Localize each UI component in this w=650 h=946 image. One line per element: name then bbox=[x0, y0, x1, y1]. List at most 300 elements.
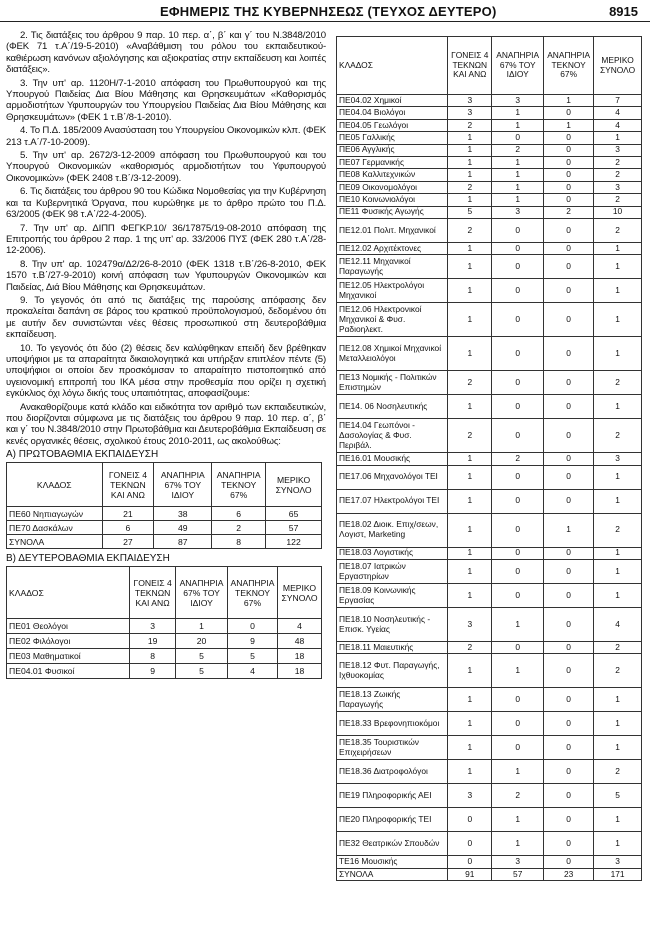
row-label: ΠΕ02 Φιλόλογοι bbox=[7, 634, 130, 649]
col-anapiria: ΑΝΑΠΗΡΙΑ 67% ΤΟΥ ΙΔΙΟΥ bbox=[154, 463, 212, 507]
cell-value: 0 bbox=[544, 832, 594, 856]
cell-value: 3 bbox=[130, 619, 176, 634]
cell-value: 0 bbox=[544, 255, 594, 279]
cell-value: 1 bbox=[448, 560, 492, 584]
paragraph: 8. Την υπ' αρ. 102479α/Δ2/26-8-2010 (ΦΕΚ 1318 τ.Β΄/26-8-2010, ΦΕΚ 1570 τ.Β΄/27-9-2010) κοινή απόφαση των Υφυπουργών Οικονομικών και Παιδείας, Διά Βίου Μάθησης και Θρησκευμάτων. bbox=[6, 258, 326, 293]
col-anapiria-teknou: ΑΝΑΠΗΡΙΑ ΤΕΚΝΟΥ 67% bbox=[228, 567, 278, 619]
row-label: ΠΕ18.09 Κοινωνικής Εργασίας bbox=[337, 584, 448, 608]
cell-value: 1 bbox=[492, 156, 544, 168]
table-row bbox=[7, 649, 322, 664]
primary-education-table bbox=[6, 462, 322, 549]
row-label: ΠΕ18.03 Λογιστικής bbox=[337, 547, 448, 559]
cell-value: 2 bbox=[594, 513, 642, 547]
row-label: ΤΕ16 Μουσικής bbox=[337, 856, 448, 868]
cell-value: 0 bbox=[544, 560, 594, 584]
cell-value: 5 bbox=[448, 206, 492, 218]
cell-value: 0 bbox=[228, 619, 278, 634]
cell-value: 21 bbox=[102, 507, 154, 521]
row-label: ΠΕ04.05 Γεωλόγοι bbox=[337, 119, 448, 131]
cell-value: 4 bbox=[228, 664, 278, 679]
cell-value: 65 bbox=[266, 507, 322, 521]
cell-value: 8 bbox=[130, 649, 176, 664]
cell-value: 6 bbox=[102, 521, 154, 535]
table-row bbox=[337, 218, 642, 242]
cell-value: 1 bbox=[492, 808, 544, 832]
row-label: ΠΕ18.13 Ζωικής Παραγωγής bbox=[337, 688, 448, 712]
col-goneis: ΓΟΝΕΙΣ 4 ΤΕΚΝΩΝ ΚΑΙ ΑΝΩ bbox=[448, 37, 492, 95]
cell-value: 0 bbox=[544, 784, 594, 808]
cell-value: 6 bbox=[212, 507, 266, 521]
row-label: ΠΕ07 Γερμανικής bbox=[337, 156, 448, 168]
table-row bbox=[337, 760, 642, 784]
cell-value: 0 bbox=[544, 181, 594, 193]
cell-value: 2 bbox=[448, 371, 492, 395]
cell-value: 2 bbox=[594, 371, 642, 395]
col-klados: ΚΛΑΔΟΣ bbox=[7, 463, 103, 507]
cell-value: 1 bbox=[594, 465, 642, 489]
col-meriko: ΜΕΡΙΚΟ ΣΥΝΟΛΟ bbox=[594, 37, 642, 95]
row-label: ΠΕ12.05 Ηλεκτρολόγοι Μηχανικοί bbox=[337, 279, 448, 303]
cell-value: 0 bbox=[492, 736, 544, 760]
row-label: ΠΕ04.04 Βιολόγοι bbox=[337, 107, 448, 119]
cell-value: 0 bbox=[492, 242, 544, 254]
cell-value: 2 bbox=[594, 760, 642, 784]
primary-table-body bbox=[7, 507, 322, 549]
cell-value: 4 bbox=[594, 119, 642, 131]
table-row bbox=[337, 395, 642, 419]
cell-value: 1 bbox=[492, 107, 544, 119]
cell-value: 0 bbox=[544, 856, 594, 868]
col-meriko: ΜΕΡΙΚΟ ΣΥΝΟΛΟ bbox=[278, 567, 322, 619]
table-row bbox=[337, 95, 642, 107]
row-label: ΠΕ08 Καλλιτεχνικών bbox=[337, 169, 448, 181]
cell-value: 3 bbox=[594, 181, 642, 193]
cell-value: 1 bbox=[448, 489, 492, 513]
cell-value: 1 bbox=[448, 736, 492, 760]
cell-value: 23 bbox=[544, 868, 594, 880]
cell-value: 0 bbox=[544, 760, 594, 784]
secondary-left-body bbox=[7, 619, 322, 679]
cell-value: 0 bbox=[544, 654, 594, 688]
left-column bbox=[6, 30, 326, 683]
row-label: ΠΕ04.02 Χημικοί bbox=[337, 95, 448, 107]
table-row bbox=[337, 856, 642, 868]
row-label: ΠΕ12.08 Χημικοί Μηχανικοί Μεταλλειολόγοι bbox=[337, 337, 448, 371]
section-a-title: Α) ΠΡΩΤΟΒΑΘΜΙΑ ΕΚΠΑΙΔΕΥΣΗ bbox=[6, 449, 159, 461]
cell-value: 122 bbox=[266, 535, 322, 549]
table-row bbox=[337, 242, 642, 254]
cell-value: 2 bbox=[544, 206, 594, 218]
paragraph: 5. Την υπ' αρ. 2672/3-12-2009 απόφαση του Πρωθυπουργού και του Υπουργού Οικονομικών «καθορισμός αρμοδιοτήτων του Υφυπουργού Οικονομικών» (ΦΕΚ 2408 τ.Β΄/3-12-2009). bbox=[6, 150, 326, 184]
row-label: ΠΕ13 Νομικής - Πολιτικών Επιστημών bbox=[337, 371, 448, 395]
cell-value: 3 bbox=[448, 784, 492, 808]
cell-value: 1 bbox=[448, 760, 492, 784]
table-row bbox=[337, 206, 642, 218]
cell-value: 3 bbox=[594, 144, 642, 156]
table-row bbox=[337, 584, 642, 608]
table-row bbox=[337, 736, 642, 760]
paragraph: 7. Την υπ' αρ. ΔΙΠΠ ΦΕΓΚΡ.10/ 36/17875/19-08-2010 απόφαση της Επιτροπής του άρθρου 2 παρ. 1 της υπ' αρ. 33/2006 ΠΥΣ (ΦΕΚ 280 τ.Α΄/28-12-2006). bbox=[6, 222, 326, 257]
cell-value: 0 bbox=[544, 642, 594, 654]
cell-value: 0 bbox=[544, 465, 594, 489]
table-row bbox=[337, 132, 642, 144]
cell-value: 2 bbox=[594, 642, 642, 654]
cell-value: 19 bbox=[130, 634, 176, 649]
paragraph: 2. Τις διατάξεις του άρθρου 9 παρ. 10 περ. α΄, β΄ και γ΄ του Ν.3848/2010 (ΦΕΚ 71 τ.Α΄/19-5-2010) «Αναβάθμιση του ρόλου του εκπαιδευτικού- καθιέρωση κανόνων αξιολόγησης και αξιοκρατίας στην εκπαίδευση και λοιπές διατάξεις». bbox=[6, 30, 326, 76]
cell-value: 1 bbox=[448, 547, 492, 559]
table-row bbox=[337, 181, 642, 193]
table-row bbox=[337, 255, 642, 279]
cell-value: 9 bbox=[228, 634, 278, 649]
row-label: ΠΕ11 Φυσικής Αγωγής bbox=[337, 206, 448, 218]
row-label: ΠΕ18.12 Φυτ. Παραγωγής, Ιχθυοκομίας bbox=[337, 654, 448, 688]
table-row bbox=[337, 654, 642, 688]
cell-value: 1 bbox=[448, 654, 492, 688]
cell-value: 1 bbox=[594, 255, 642, 279]
cell-value: 1 bbox=[448, 132, 492, 144]
cell-value: 0 bbox=[492, 560, 544, 584]
cell-value: 2 bbox=[594, 156, 642, 168]
cell-value: 0 bbox=[492, 712, 544, 736]
cell-value: 38 bbox=[154, 507, 212, 521]
cell-value: 0 bbox=[544, 547, 594, 559]
cell-value: 0 bbox=[492, 371, 544, 395]
cell-value: 4 bbox=[278, 619, 322, 634]
cell-value: 0 bbox=[544, 489, 594, 513]
cell-value: 0 bbox=[492, 547, 544, 559]
col-anapiria: ΑΝΑΠΗΡΙΑ 67% ΤΟΥ ΙΔΙΟΥ bbox=[176, 567, 228, 619]
row-label: ΠΕ20 Πληροφορικής ΤΕΙ bbox=[337, 808, 448, 832]
cell-value: 3 bbox=[594, 453, 642, 465]
cell-value: 0 bbox=[544, 337, 594, 371]
cell-value: 0 bbox=[492, 513, 544, 547]
cell-value: 7 bbox=[594, 95, 642, 107]
row-label: ΠΕ14. 06 Νοσηλευτικής bbox=[337, 395, 448, 419]
cell-value: 5 bbox=[176, 649, 228, 664]
row-label: ΠΕ18.11 Μαιευτικής bbox=[337, 642, 448, 654]
cell-value: 4 bbox=[594, 608, 642, 642]
cell-value: 1 bbox=[544, 119, 594, 131]
cell-value: 49 bbox=[154, 521, 212, 535]
paragraph: 4. Το Π.Δ. 185/2009 Ανασύσταση του Υπουργείου Οικονομικών κλπ. (ΦΕΚ 213 τ.Α΄/7-10-2009). bbox=[6, 125, 326, 148]
cell-value: 3 bbox=[492, 206, 544, 218]
table-row bbox=[7, 521, 322, 535]
cell-value: 3 bbox=[492, 95, 544, 107]
paragraph: 9. Το γεγονός ότι από τις διατάξεις της παρούσης απόφασης δεν προκαλείται δαπάνη σε βάρος του κρατικού προϋπολογισμού, δεδομένου ότι με αυτήν δεν συνιστώνται νέες θέσεις προσωπικού στη δευτεροβάθμια εκπαίδευση. bbox=[6, 294, 326, 341]
row-label: ΠΕ32 Θεατρικών Σπουδών bbox=[337, 832, 448, 856]
cell-value: 3 bbox=[448, 95, 492, 107]
cell-value: 1 bbox=[492, 194, 544, 206]
cell-value: 1 bbox=[594, 395, 642, 419]
table-row bbox=[337, 169, 642, 181]
cell-value: 2 bbox=[492, 453, 544, 465]
col-klados: ΚΛΑΔΟΣ bbox=[337, 37, 448, 95]
cell-value: 0 bbox=[544, 218, 594, 242]
table-row bbox=[337, 513, 642, 547]
cell-value: 1 bbox=[448, 303, 492, 337]
table-row bbox=[7, 634, 322, 649]
paragraph: 3. Την υπ' αρ. 1120Η/7-1-2010 απόφαση του Πρωθυπουργού και της Υπουργού Παιδείας Δια Βίου Μάθησης και Θρησκευμάτων «Καθορισμός αρμοδιοτήτων Υφυπουργών του Υπουργείου Παιδείας Δια Βίου Μάθησης και Θρησκευμάτων» (ΦΕΚ 1 τ.Β΄/8-1-2010). bbox=[6, 77, 326, 123]
row-label: ΠΕ12.06 Ηλεκτρονικοί Μηχανικοί & Φυσ. Ραδιοηλεκτ. bbox=[337, 303, 448, 337]
cell-value: 2 bbox=[448, 119, 492, 131]
cell-value: 48 bbox=[278, 634, 322, 649]
cell-value: 2 bbox=[448, 181, 492, 193]
cell-value: 1 bbox=[594, 688, 642, 712]
cell-value: 0 bbox=[492, 642, 544, 654]
table-row bbox=[337, 371, 642, 395]
table-row bbox=[337, 107, 642, 119]
cell-value: 1 bbox=[594, 736, 642, 760]
cell-value: 1 bbox=[594, 279, 642, 303]
table-row bbox=[337, 560, 642, 584]
table-row bbox=[337, 279, 642, 303]
cell-value: 1 bbox=[492, 119, 544, 131]
cell-value: 3 bbox=[448, 608, 492, 642]
row-label: ΠΕ05 Γαλλικής bbox=[337, 132, 448, 144]
cell-value: 1 bbox=[448, 156, 492, 168]
row-label: ΠΕ12.01 Πολιτ. Μηχανικοί bbox=[337, 218, 448, 242]
cell-value: 2 bbox=[594, 654, 642, 688]
table-row bbox=[337, 337, 642, 371]
cell-value: 57 bbox=[492, 868, 544, 880]
cell-value: 0 bbox=[448, 832, 492, 856]
col-klados: ΚΛΑΔΟΣ bbox=[7, 567, 130, 619]
row-label: ΠΕ18.35 Τουριστικών Επιχειρήσεων bbox=[337, 736, 448, 760]
secondary-education-table-left bbox=[6, 566, 322, 679]
cell-value: 1 bbox=[594, 712, 642, 736]
row-label: ΠΕ10 Κοινωνιολόγοι bbox=[337, 194, 448, 206]
col-anapiria-teknou: ΑΝΑΠΗΡΙΑ ΤΕΚΝΟΥ 67% bbox=[544, 37, 594, 95]
cell-value: 0 bbox=[492, 337, 544, 371]
cell-value: 5 bbox=[594, 784, 642, 808]
col-meriko: ΜΕΡΙΚΟ ΣΥΝΟΛΟ bbox=[266, 463, 322, 507]
cell-value: 1 bbox=[492, 832, 544, 856]
col-goneis: ΓΟΝΕΙΣ 4 ΤΕΚΝΩΝ ΚΑΙ ΑΝΩ bbox=[102, 463, 154, 507]
secondary-right-body bbox=[337, 95, 642, 881]
cell-value: 1 bbox=[544, 95, 594, 107]
table-row bbox=[337, 453, 642, 465]
table-row bbox=[337, 303, 642, 337]
cell-value: 0 bbox=[544, 156, 594, 168]
table-row bbox=[337, 419, 642, 453]
cell-value: 1 bbox=[492, 608, 544, 642]
row-label: ΠΕ17.07 Ηλεκτρολόγοι ΤΕΙ bbox=[337, 489, 448, 513]
table-row bbox=[337, 465, 642, 489]
paragraph: Ανακαθορίζουμε κατά κλάδο και ειδικότητα τον αριθμό των εκπαιδευτικών, που διορίζονται σύμφωνα με τις διατάξεις του άρθρου 9 παρ. 10 περ. α΄, β΄ και γ΄ του Ν.3848/2010 στην Πρωτοβάθμια και Δευτεροβάθμια Εκπαίδευση σε κενές οργανικές θέσεις, σχολικού έτους 2010-2011, ως ακολούθως: bbox=[6, 401, 326, 447]
col-anapiria-teknou: ΑΝΑΠΗΡΙΑ ΤΕΚΝΟΥ 67% bbox=[212, 463, 266, 507]
cell-value: 0 bbox=[492, 132, 544, 144]
cell-value: 1 bbox=[448, 255, 492, 279]
secondary-education-table-right bbox=[336, 36, 642, 881]
cell-value: 0 bbox=[448, 808, 492, 832]
cell-value: 0 bbox=[544, 303, 594, 337]
cell-value: 0 bbox=[448, 856, 492, 868]
table-row bbox=[7, 507, 322, 521]
cell-value: 0 bbox=[492, 303, 544, 337]
cell-value: 1 bbox=[492, 169, 544, 181]
cell-value: 0 bbox=[544, 688, 594, 712]
cell-value: 1 bbox=[176, 619, 228, 634]
cell-value: 0 bbox=[544, 144, 594, 156]
cell-value: 2 bbox=[594, 419, 642, 453]
row-label: ΠΕ60 Νηπιαγωγών bbox=[7, 507, 103, 521]
page-number: 8915 bbox=[609, 4, 638, 19]
cell-value: 1 bbox=[448, 395, 492, 419]
gazette-title: ΕΦΗΜΕΡΙΣ ΤΗΣ ΚΥΒΕΡΝΗΣΕΩΣ (ΤΕΥΧΟΣ ΔΕΥΤΕΡΟ) bbox=[160, 4, 497, 19]
cell-value: 0 bbox=[492, 465, 544, 489]
cell-value: 10 bbox=[594, 206, 642, 218]
cell-value: 91 bbox=[448, 868, 492, 880]
cell-value: 0 bbox=[544, 371, 594, 395]
table-row bbox=[337, 688, 642, 712]
cell-value: 3 bbox=[492, 856, 544, 868]
cell-value: 1 bbox=[448, 337, 492, 371]
table-row bbox=[337, 489, 642, 513]
table-row bbox=[337, 642, 642, 654]
cell-value: 1 bbox=[448, 584, 492, 608]
cell-value: 2 bbox=[448, 419, 492, 453]
cell-value: 1 bbox=[594, 547, 642, 559]
row-label: ΠΕ70 Δασκάλων bbox=[7, 521, 103, 535]
cell-value: 0 bbox=[544, 736, 594, 760]
row-label: ΠΕ18.10 Νοσηλευτικής - Επισκ. Υγείας bbox=[337, 608, 448, 642]
cell-value: 0 bbox=[544, 453, 594, 465]
cell-value: 0 bbox=[544, 584, 594, 608]
cell-value: 0 bbox=[544, 608, 594, 642]
cell-value: 1 bbox=[448, 144, 492, 156]
row-label: ΠΕ01 Θεολόγοι bbox=[7, 619, 130, 634]
cell-value: 2 bbox=[492, 144, 544, 156]
cell-value: 1 bbox=[448, 194, 492, 206]
cell-value: 57 bbox=[266, 521, 322, 535]
row-label: ΠΕ06 Αγγλικής bbox=[337, 144, 448, 156]
cell-value: 0 bbox=[544, 194, 594, 206]
cell-value: 1 bbox=[448, 279, 492, 303]
cell-value: 1 bbox=[492, 181, 544, 193]
section-b-title: Β) ΔΕΥΤΕΡΟΒΑΘΜΙΑ ΕΚΠΑΙΔΕΥΣΗ bbox=[6, 553, 170, 565]
row-label: ΠΕ04.01 Φυσικοί bbox=[7, 664, 130, 679]
cell-value: 0 bbox=[492, 584, 544, 608]
table-row bbox=[337, 547, 642, 559]
row-label: ΠΕ14.04 Γεωπόνοι - Δασολογίας & Φυσ. Περιβάλ. bbox=[337, 419, 448, 453]
table-row bbox=[337, 784, 642, 808]
table-row bbox=[337, 119, 642, 131]
cell-value: 18 bbox=[278, 664, 322, 679]
table-row bbox=[337, 832, 642, 856]
cell-value: 2 bbox=[594, 169, 642, 181]
table-row bbox=[7, 664, 322, 679]
cell-value: 0 bbox=[544, 419, 594, 453]
cell-value: 0 bbox=[544, 395, 594, 419]
cell-value: 1 bbox=[544, 513, 594, 547]
row-label: ΠΕ16.01 Μουσικής bbox=[337, 453, 448, 465]
cell-value: 2 bbox=[492, 784, 544, 808]
cell-value: 1 bbox=[594, 489, 642, 513]
cell-value: 1 bbox=[448, 465, 492, 489]
table-row bbox=[337, 712, 642, 736]
row-label: ΠΕ19 Πληροφορικής ΑΕΙ bbox=[337, 784, 448, 808]
cell-value: 171 bbox=[594, 868, 642, 880]
cell-value: 0 bbox=[492, 218, 544, 242]
cell-value: 2 bbox=[594, 218, 642, 242]
row-label: ΠΕ09 Οικονομολόγοι bbox=[337, 181, 448, 193]
table-row bbox=[337, 808, 642, 832]
paragraph: 10. Το γεγονός ότι δύο (2) θέσεις δεν καλύφθηκαν επειδή δεν βρέθηκαν υποψήφιοι με τα απαραίτητα δικαιολογητικά και υπήρξαν επιπλέον πέντε (5) υποψήφιοι οι οποίοι δεν προσκόμισαν το απαραίτητο πιστοποιητικό από υγειονομική επιτροπή του ΙΚΑ μέσα στην προθεσμία που ορίζει η σχετική εγκύκλιος όχι λόγω δικής τους υπαιτιότητας, αποφασίζουμε: bbox=[6, 342, 326, 400]
cell-value: 4 bbox=[594, 107, 642, 119]
cell-value: 1 bbox=[594, 584, 642, 608]
table-row bbox=[337, 144, 642, 156]
cell-value: 1 bbox=[448, 688, 492, 712]
row-label: ΠΕ18.36 Διατροφολόγοι bbox=[337, 760, 448, 784]
cell-value: 0 bbox=[492, 688, 544, 712]
cell-value: 8 bbox=[212, 535, 266, 549]
row-label: ΣΥΝΟΛΑ bbox=[7, 535, 103, 549]
cell-value: 5 bbox=[228, 649, 278, 664]
cell-value: 1 bbox=[492, 760, 544, 784]
cell-value: 1 bbox=[594, 242, 642, 254]
cell-value: 1 bbox=[448, 453, 492, 465]
cell-value: 1 bbox=[594, 832, 642, 856]
table-row bbox=[7, 619, 322, 634]
row-label: ΠΕ18.02 Διοικ. Επιχ/σεων, Λογιστ, Marketing bbox=[337, 513, 448, 547]
cell-value: 2 bbox=[448, 218, 492, 242]
col-anapiria: ΑΝΑΠΗΡΙΑ 67% ΤΟΥ ΙΔΙΟΥ bbox=[492, 37, 544, 95]
paragraph: 6. Τις διατάξεις του άρθρου 90 του Κώδικα Νομοθεσίας για την Κυβέρνηση και τα Κυβερνητικά Όργανα, που κυρώθηκε με το άρθρο πρώτο του Π.Δ. 63/2005 (ΦΕΚ 98 τ.Α΄/22-4-2005). bbox=[6, 186, 326, 221]
cell-value: 87 bbox=[154, 535, 212, 549]
row-label: ΣΥΝΟΛΑ bbox=[337, 868, 448, 880]
col-goneis: ΓΟΝΕΙΣ 4 ΤΕΚΝΩΝ ΚΑΙ ΑΝΩ bbox=[130, 567, 176, 619]
row-label: ΠΕ18.07 Ιατρικών Εργαστηρίων bbox=[337, 560, 448, 584]
table-row bbox=[337, 608, 642, 642]
cell-value: 20 bbox=[176, 634, 228, 649]
row-label: ΠΕ18.33 Βρεφονηπιοκόμοι bbox=[337, 712, 448, 736]
cell-value: 3 bbox=[448, 107, 492, 119]
paragraphs bbox=[6, 30, 326, 447]
cell-value: 9 bbox=[130, 664, 176, 679]
cell-value: 0 bbox=[544, 808, 594, 832]
cell-value: 1 bbox=[448, 712, 492, 736]
cell-value: 2 bbox=[212, 521, 266, 535]
table-row bbox=[337, 156, 642, 168]
cell-value: 1 bbox=[594, 132, 642, 144]
cell-value: 0 bbox=[544, 169, 594, 181]
cell-value: 0 bbox=[544, 107, 594, 119]
cell-value: 2 bbox=[594, 194, 642, 206]
cell-value: 0 bbox=[492, 419, 544, 453]
row-label: ΠΕ17.06 Μηχανολόγοι ΤΕΙ bbox=[337, 465, 448, 489]
row-label: ΠΕ12.11 Μηχανικοί Παραγωγής bbox=[337, 255, 448, 279]
row-label: ΠΕ03 Μαθηματικοί bbox=[7, 649, 130, 664]
cell-value: 0 bbox=[492, 489, 544, 513]
cell-value: 1 bbox=[594, 560, 642, 584]
cell-value: 0 bbox=[544, 242, 594, 254]
cell-value: 1 bbox=[448, 242, 492, 254]
cell-value: 1 bbox=[492, 654, 544, 688]
cell-value: 0 bbox=[544, 132, 594, 144]
cell-value: 0 bbox=[544, 712, 594, 736]
cell-value: 0 bbox=[492, 395, 544, 419]
cell-value: 1 bbox=[594, 337, 642, 371]
cell-value: 5 bbox=[176, 664, 228, 679]
cell-value: 27 bbox=[102, 535, 154, 549]
row-label: ΠΕ12.02 Αρχιτέκτονες bbox=[337, 242, 448, 254]
cell-value: 0 bbox=[492, 279, 544, 303]
cell-value: 1 bbox=[448, 513, 492, 547]
cell-value: 0 bbox=[544, 279, 594, 303]
cell-value: 2 bbox=[448, 642, 492, 654]
cell-value: 1 bbox=[594, 808, 642, 832]
cell-value: 18 bbox=[278, 649, 322, 664]
